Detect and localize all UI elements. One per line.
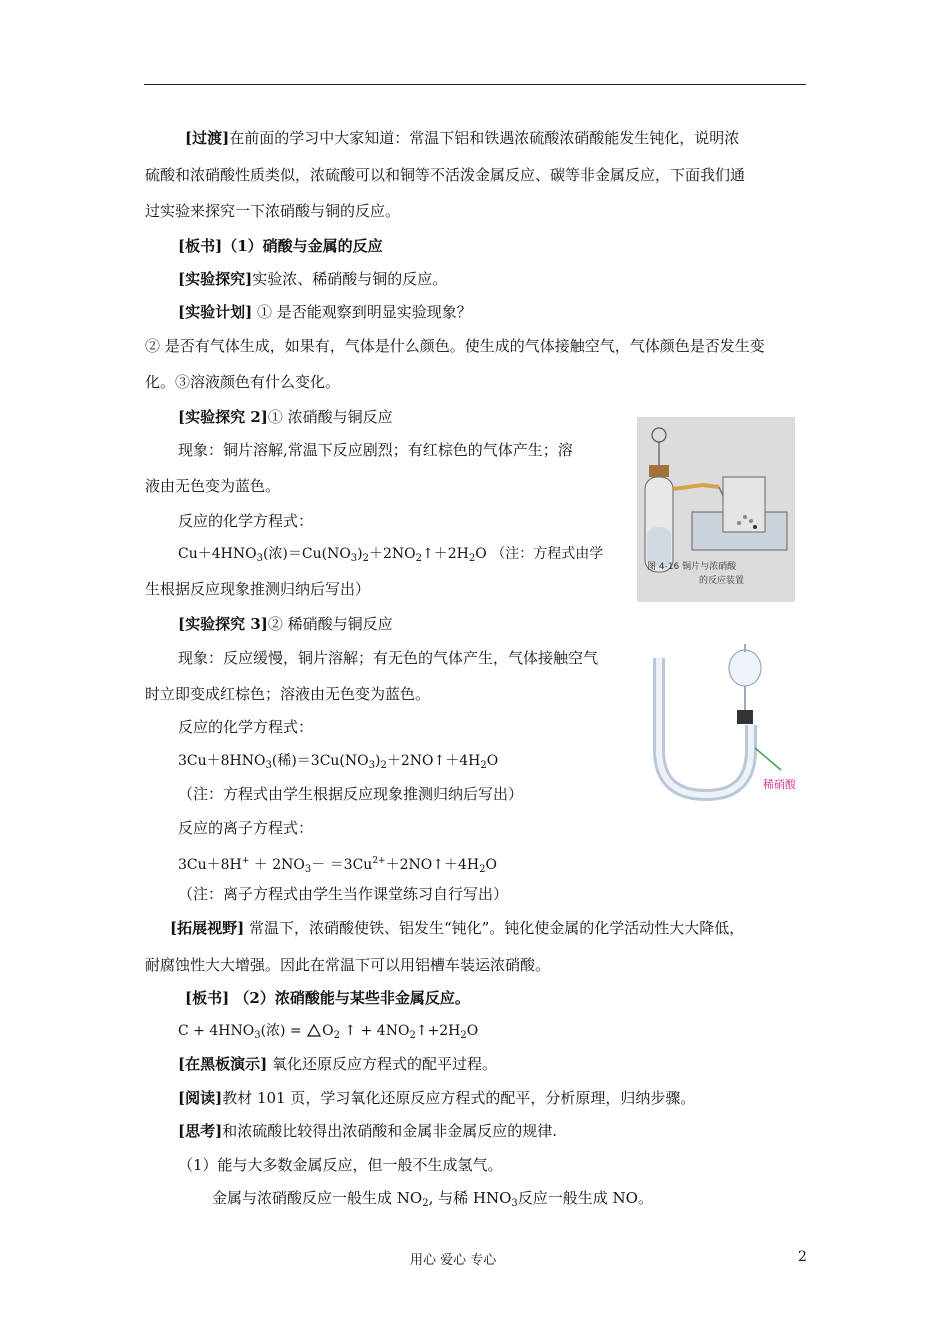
- equation-3: $C + 4HNO_3$(浓) = $O_2$ ↑ + $4NO_2↑+2H_2O$: [178, 1023, 479, 1041]
- equation-2: $3Cu+8HNO_3$(稀)$=3Cu(NO_3)_2+2NO↑+4H_2O$: [178, 753, 499, 771]
- u-tube-dilute-nitric-acid-figure: [651, 630, 811, 802]
- u-tube-illustration: [651, 630, 811, 802]
- figure-caption-line-1: 图 4-16 铜片与浓硝酸: [647, 562, 737, 572]
- observation-1-line-1: 现象：铜片溶解,常温下反应剧烈；有红棕色的气体产生；溶: [178, 441, 573, 459]
- blackboard-demo-line: [在黑板演示] 氧化还原反应方程式的配平过程。: [178, 1055, 497, 1073]
- experiment-explore-line: [实验探究]实验浓、稀硝酸与铜的反应。: [178, 270, 448, 288]
- observation-1-line-2: 液由无色变为蓝色。: [145, 477, 281, 495]
- dilute-nitric-acid-label: 稀硝酸: [763, 778, 796, 791]
- ionic-equation-label: 反应的离子方程式：: [178, 819, 314, 837]
- equation-label-2: 反应的化学方程式：: [178, 718, 314, 736]
- board-note-1: [板书]（1）硝酸与金属的反应: [178, 237, 383, 255]
- apparatus-illustration: [637, 417, 795, 602]
- reading-line: [阅读]教材 101 页，学习氧化还原反应方程式的配平，分析原理，归纳步骤。: [178, 1089, 696, 1107]
- ionic-equation: $3Cu+8H^+ + 2NO_3-$ $=3Cu^{2+}+2NO↑+4H_2O$: [178, 856, 497, 875]
- equation-label-1: 反应的化学方程式：: [178, 512, 314, 530]
- observation-2-line-2: 时立即变成红棕色；溶液由无色变为蓝色。: [145, 685, 431, 703]
- paragraph-transition-line-1: [过渡]在前面的学习中大家知道：常温下铝和铁遇浓硫酸浓硝酸能发生钝化，说明浓: [185, 129, 740, 147]
- thinking-line: [思考]和浓硫酸比较得出浓硝酸和金属非金属反应的规律.: [178, 1122, 557, 1140]
- equation-2-note: （注：方程式由学生根据反应现象推测归纳后写出）: [178, 785, 524, 803]
- paragraph-transition-line-3: 过实验来探究一下浓硝酸与铜的反应。: [145, 202, 401, 220]
- board-note-2: [板书] （2）浓硝酸能与某些非金属反应。: [185, 989, 470, 1007]
- paragraph-transition-line-2: 硫酸和浓硝酸性质类似，浓硫酸可以和铜等不活泼金属反应、碳等非金属反应，下面我们通: [145, 166, 746, 184]
- figure-caption-line-2: 的反应装置: [699, 576, 745, 586]
- observation-2-line-1: 现象：反应缓慢，铜片溶解；有无色的气体产生，气体接触空气: [178, 649, 599, 667]
- rule-1-detail-line: 金属与浓硝酸反应一般生成 $NO_2$, 与稀 $HNO_3$反应一般生成 NO。: [212, 1189, 653, 1209]
- experiment-explore-2-line: [实验探究 2]① 浓硝酸与铜反应: [178, 408, 393, 426]
- page-footer: 用心 爱心 专心: [410, 1253, 497, 1268]
- experiment-plan-line-1: [实验计划] ① 是否能观察到明显实验现象？: [178, 303, 472, 321]
- expand-vision-line-1: [拓展视野] 常温下，浓硝酸使铁、铝发生“钝化”。钝化使金属的化学活动性大大降低，: [170, 919, 745, 937]
- copper-concentrated-nitric-acid-apparatus-figure: [637, 417, 795, 602]
- header-rule: [144, 84, 806, 85]
- expand-vision-line-2: 耐腐蚀性大大增强。因此在常温下可以用铝槽车装运浓硝酸。: [145, 956, 551, 974]
- equation-1: $Cu+4HNO_3$(浓)$=Cu(NO_3)_2+2NO_2↑+2H_2O$ （注：方程式由学: [178, 546, 604, 564]
- experiment-explore-3-line: [实验探究 3]② 稀硝酸与铜反应: [178, 615, 393, 633]
- equation-1-note: 生根据反应现象推测归纳后写出）: [145, 580, 371, 598]
- ionic-equation-note: （注：离子方程式由学生当作课堂练习自行写出）: [178, 885, 509, 903]
- triangle-symbol-icon: [306, 1023, 322, 1037]
- page-number: 2: [798, 1249, 807, 1265]
- rule-1-line: （1）能与大多数金属反应，但一般不生成氢气。: [178, 1156, 503, 1174]
- experiment-plan-line-2: ② 是否有气体生成，如果有，气体是什么颜色。使生成的气体接触空气，气体颜色是否发生变: [145, 337, 765, 355]
- transition-tag: [过渡]: [185, 129, 230, 147]
- experiment-plan-line-3: 化。③溶液颜色有什么变化。: [145, 373, 341, 391]
